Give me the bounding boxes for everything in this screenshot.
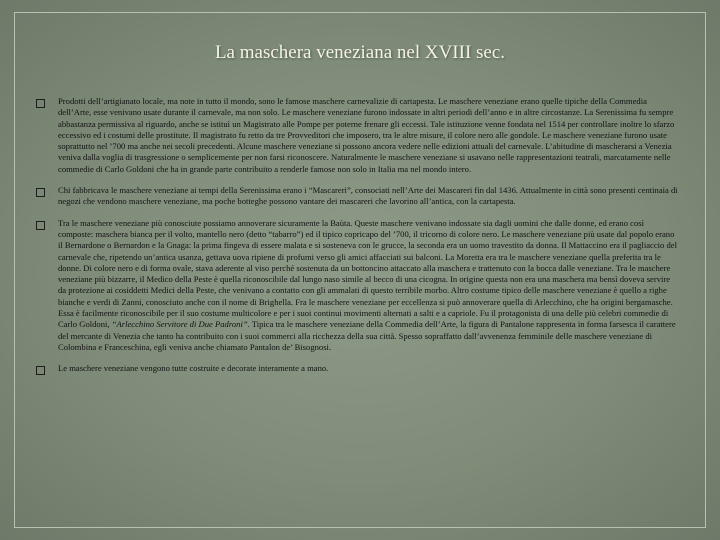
bullet-item-1: [36, 96, 680, 175]
bullet-text-3: [58, 218, 680, 354]
bullet-item-4: [36, 363, 680, 374]
square-bullet-icon: [36, 188, 58, 196]
slide-title: La maschera veneziana nel XVIII sec.: [214, 42, 506, 63]
bullet-text-4: Le maschere veneziane vengono tutte costruite e decorate interamente a mano.: [58, 363, 329, 374]
square-bullet-icon: [36, 221, 58, 229]
comedy-title: “Arlecchino Servitore di Due Padroni”: [111, 319, 248, 330]
bullet-list: [36, 96, 680, 385]
bullet-item-2: [36, 185, 680, 208]
bullet-text-3-after: . Tipica tra le maschere veneziane della Commedia dell’Arte, la figura di Pantalone rappresenta in forma farsesca il carattere del mercante di Venezia che tanto ha contribuito con i suoi commerci alla ricchezza della sua città. Spesso sopraffatto dall’avvenenza femminile delle maschere veneziane di Colombina e Franceschina, egli veniva anche chiamato Pantalon de’ Bisognosi.: [58, 319, 676, 352]
square-bullet-icon: [36, 366, 58, 374]
square-bullet-icon: [36, 99, 58, 107]
bullet-item-3: [36, 218, 680, 354]
bullet-text-1: Prodotti dell’artigianato locale, ma note in tutto il mondo, sono le famose maschere carnevalizie di cartapesta. Le maschere veneziane erano quelle tipiche della Commedia dell’Arte, esse venivano usate durante il carnevale, ma non solo. Le maschere veneziane furono indossate in altri periodi dell’anno e in altre circostanze. La Serenissima fu sempre abbastanza permissiva al riguardo, anche se istituì un Magistrato alle Pompe per poterne frenare gli eccessi. Tale istituzione venne fondata nel 1514 per controllare inoltre lo sfarzo eccessivo ed i costumi delle prostitute. Il magistrato fu retto da tre Provveditori che imposero, tra le altre misure, il colore nero alle gondole. Le maschere veneziane furono usate soprattutto nel ’700 ma anche nei secoli precedenti. Alcune maschere veneziane si possono ancora vedere nelle edizioni attuali del carnevale. L’abitudine di mascherarsi a Venezia veniva dalla voglia di trasgressione o semplicemente per non farsi riconoscere. Naturalmente le maschere veneziane si usavano nelle rappresentazioni teatrali, marcatamente nelle commedie di Carlo Goldoni che ha in grande parte contribuito a renderle famose non solo in Italia ma nel mondo intero.: [58, 96, 675, 174]
bullet-text-2: Chi fabbricava le maschere veneziane ai tempi della Serenissima erano i “Mascareri”, consociati nell’Arte dei Mascareri fin dal 1436. Attualmente in città sono presenti centinaia di negozi che vendono maschere veneziane, ma poche botteghe possono vantare dei mascareri che lavorino all’antica, con la cartapesta.: [58, 185, 678, 207]
bullet-text-3-before: Tra le maschere veneziane più conosciute possiamo annoverare sicuramente la Baùta. Queste maschere venivano indossate sia dagli uomini che dalle donne, ed erano così composte: maschera bianca per il volto, mantello nero (detto “tabarro”) ed il tipico copricapo del ’700, il tricorno di colore nero. Le maschere veneziane più usate dal popolo erano il Bernardone o Bernardon e la Gnaga: la prima fingeva di essere malata e si sosteneva con le grucce, la seconda era un uomo travestito da donna. Il Mattaccino era il pagliaccio del carnevale che, ripetendo un’antica usanza, gettava uova ripiene di profumi verso gli amici affacciati sui balconi. La Moretta era tra le maschere veneziane quella preferita tra le donne. Di colore nero e di forma ovale, stava aderente al viso perché sostenuta da un bottoncino attaccato alla maschera e trattenuto con la bocca dalle veneziane. Tra le maschere veneziane più bizzarre, il Medico della Peste è quella riconoscibile dal lungo naso simile al becco di una cicogna. In origine questa non era una maschera ma bensì doveva servire da protezione ai cosiddetti Medici della Peste, che venivano a contatto con gli ammalati di questo terribile morbo. Altro costume tipico delle maschere veneziane è quello a righe bianche e verdi di Zanni, conosciuto anche con il nome di Brighella. Fra le maschere veneziane per eccellenza si può annoverare quella di Arlecchino, che ha origini bergamasche. Essa è facilmente riconoscibile per il suo costume multicolore e per i suoi continui movimenti alternati a salti e a capriole. Fu il protagonista di una delle più celebri commedie di Carlo Goldoni,: [58, 217, 677, 330]
